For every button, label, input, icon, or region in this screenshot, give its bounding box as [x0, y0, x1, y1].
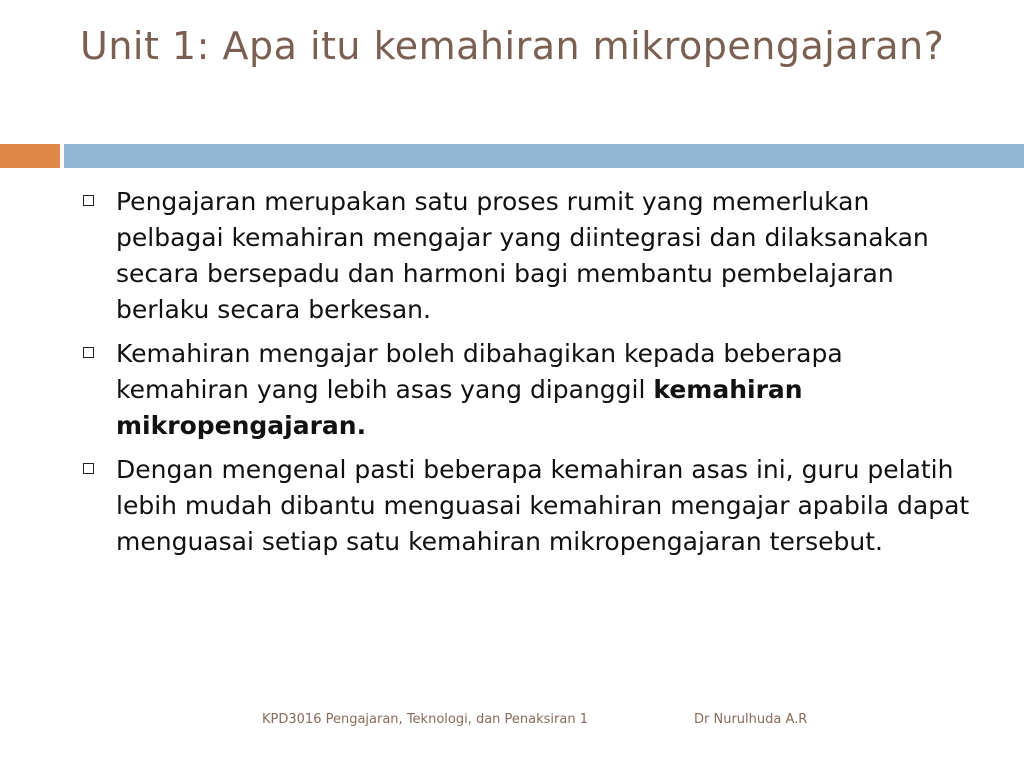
bullet-text: Kemahiran mengajar boleh dibahagikan kepada beberapa kemahiran yang lebih asas yang dipanggil — [116, 339, 843, 404]
bullet-item — [80, 452, 980, 560]
footer-author: Dr Nurulhuda A.R — [694, 712, 808, 727]
slide-title: Unit 1: Apa itu kemahiran mikropengajaran? — [80, 24, 945, 68]
footer-course-name: KPD3016 Pengajaran, Teknologi, dan Penaksiran 1 — [262, 712, 588, 727]
bullet-list — [80, 184, 980, 568]
bullet-item — [80, 184, 980, 328]
bullet-text: Pengajaran merupakan satu proses rumit yang memerlukan pelbagai kemahiran mengajar yang diintegrasi dan dilaksanakan secara bersepadu dan harmoni bagi membantu pembelajaran berlaku secara berkesan. — [116, 187, 929, 324]
square-bullet-icon — [83, 195, 94, 206]
bullet-text: Dengan mengenal pasti beberapa kemahiran asas ini, guru pelatih lebih mudah dibantu menguasai kemahiran mengajar apabila dapat menguasai setiap satu kemahiran mikropengajaran tersebut. — [116, 455, 970, 556]
square-bullet-icon — [83, 463, 94, 474]
bullet-item — [80, 336, 980, 444]
square-bullet-icon — [83, 347, 94, 358]
title-accent-bar-orange — [0, 144, 60, 168]
bullet-bold-text: kemahiran mikropengajaran. — [116, 375, 803, 440]
title-accent-bar-blue — [64, 144, 1024, 168]
